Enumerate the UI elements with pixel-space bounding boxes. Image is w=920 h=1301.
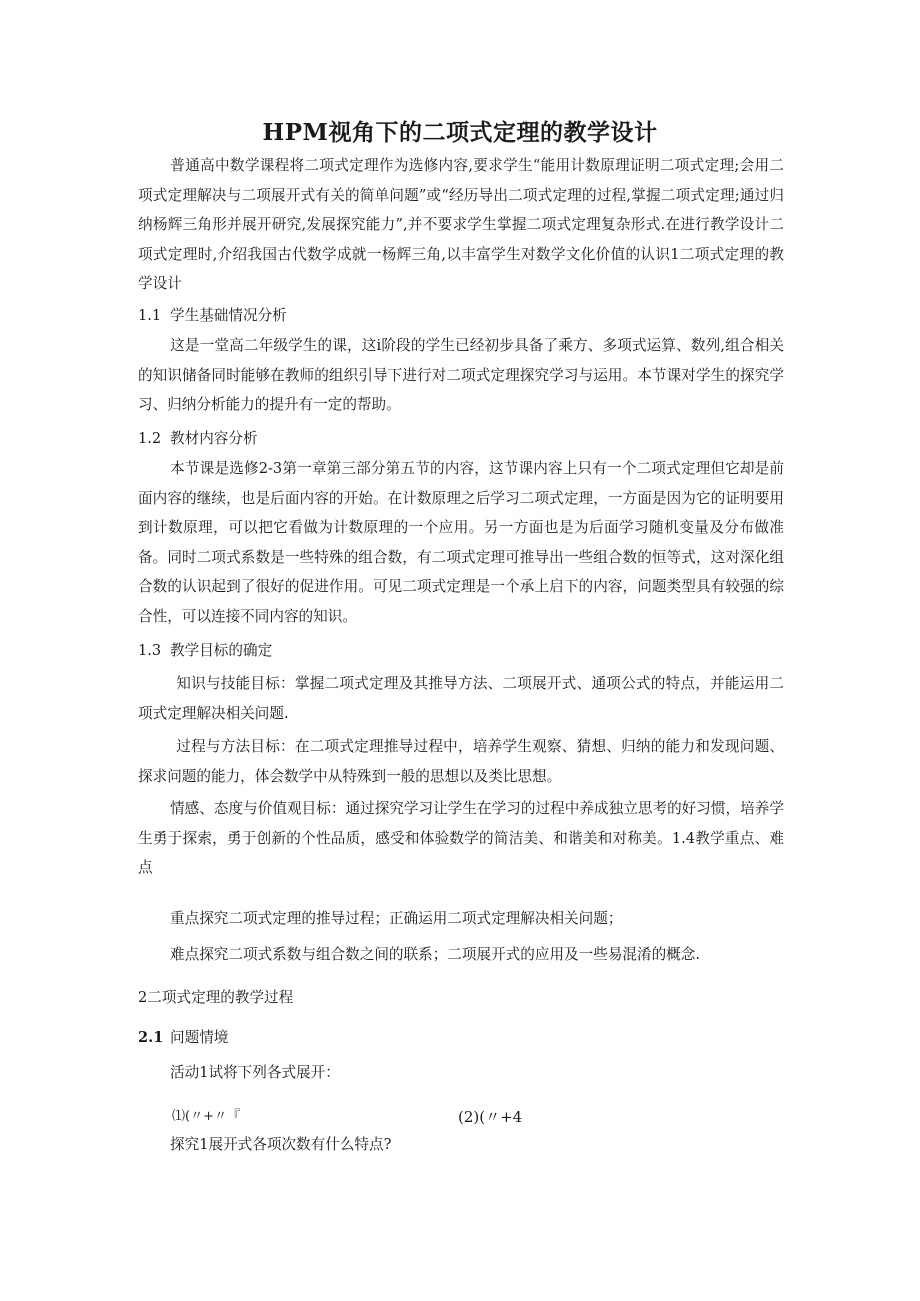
section-1-1-heading bbox=[138, 305, 287, 327]
paragraph-text: 知识与技能目标：掌握二项式定理及其推导方法、二项展开式、通项公式的特点，并能运用二项式定理解决相关问题. bbox=[138, 675, 784, 722]
intro-paragraph bbox=[138, 151, 784, 299]
activity-1: 活动1试将下列各式展开： bbox=[170, 1064, 340, 1081]
document-title: HPM视角下的二项式定理的教学设计 bbox=[262, 119, 658, 146]
paragraph-text: 过程与方法目标：在二项式定理推导过程中，培养学生观察、猜想、归纳的能力和发现问题、探求问题的能力，体会数学中从特殊到一般的思想以及类比思想。 bbox=[138, 738, 784, 785]
goal-process bbox=[138, 732, 784, 791]
expression-1: ⑴(〃+〃『 bbox=[172, 1109, 240, 1124]
section-number: 2.1 bbox=[138, 1029, 164, 1046]
section-1-3-heading bbox=[138, 640, 272, 662]
paragraph-text: 这是一堂高二年级学生的课，这i阶段的学生已经初步具备了乘方、多项式运算、数列,组合相关的知识储备同时能够在教师的组织引导下进行对二项式定理探究学习与运用。本节课对学生的探究学习、归纳分析能力的提升有一定的帮助。 bbox=[138, 337, 784, 413]
paragraph-text: 情感、态度与价值观目标：通过探究学习让学生在学习的过程中养成独立思考的好习惯，培养学生勇于探索，勇于创新的个性品质，感受和体验数学的简洁美、和谐美和对称美。1.4教学重点、难点 bbox=[138, 800, 784, 876]
paragraph-1-1 bbox=[138, 331, 784, 420]
section-number: 1.3 bbox=[138, 642, 162, 659]
section-2-1-heading bbox=[138, 1027, 228, 1049]
difficulty-line: 难点探究二项式系数与组合数之间的联系；二项展开式的应用及一些易混淆的概念. bbox=[170, 946, 701, 963]
section-title: 教学目标的确定 bbox=[170, 642, 273, 659]
section-title: 问题情境 bbox=[170, 1029, 229, 1046]
goal-emotion bbox=[138, 794, 784, 883]
section-number: 1.2 bbox=[138, 430, 162, 447]
paragraph-1-2 bbox=[138, 454, 784, 631]
key-point-line: 重点探究二项式定理的推导过程；正确运用二项式定理解决相关问题； bbox=[170, 910, 623, 927]
exploration-1: 探究1展开式各项次数有什么特点? bbox=[170, 1136, 392, 1153]
goal-knowledge bbox=[138, 669, 784, 728]
section-1-2-heading bbox=[138, 428, 258, 450]
section-title: 学生基础情况分析 bbox=[170, 307, 287, 324]
section-number: 1.1 bbox=[138, 307, 162, 324]
expression-2: (2)(〃+4 bbox=[458, 1108, 523, 1126]
paragraph-text: 本节课是选修2-3第一章第三部分第五节的内容，这节课内容上只有一个二项式定理但它却是前面内容的继续，也是后面内容的开始。在计数原理之后学习二项式定理，一方面是因为它的证明要用到计数原理，可以把它看做为计数原理的一个应用。另一方面也是为后面学习随机变量及分布做准备。同时二项式系数是一些特殊的组合数，有二项式定理可推导出一些组合数的恒等式，这对深化组合数的认识起到了很好的促进作用。可见二项式定理是一个承上启下的内容，问题类型具有较强的综合性，可以连接不同内容的知识。 bbox=[138, 460, 784, 625]
section-2-heading: 2二项式定理的教学过程 bbox=[138, 989, 294, 1006]
section-title: 教材内容分析 bbox=[170, 430, 258, 447]
intro-text: 普通高中数学课程将二项式定理作为选修内容,要求学生“能用计数原理证明二项式定理;会用二项式定理解决与二项展开式有关的简单问题”或“经历导出二项式定理的过程,掌握二项式定理;通过归纳杨辉三角形并展开研究,发展探究能力”,并不要求学生掌握二项式定理复杂形式.在进行教学设计二项式定理时,介绍我国古代数学成就一杨辉三角,以丰富学生对数学文化价值的认识1二项式定理的教学设计 bbox=[138, 157, 784, 292]
